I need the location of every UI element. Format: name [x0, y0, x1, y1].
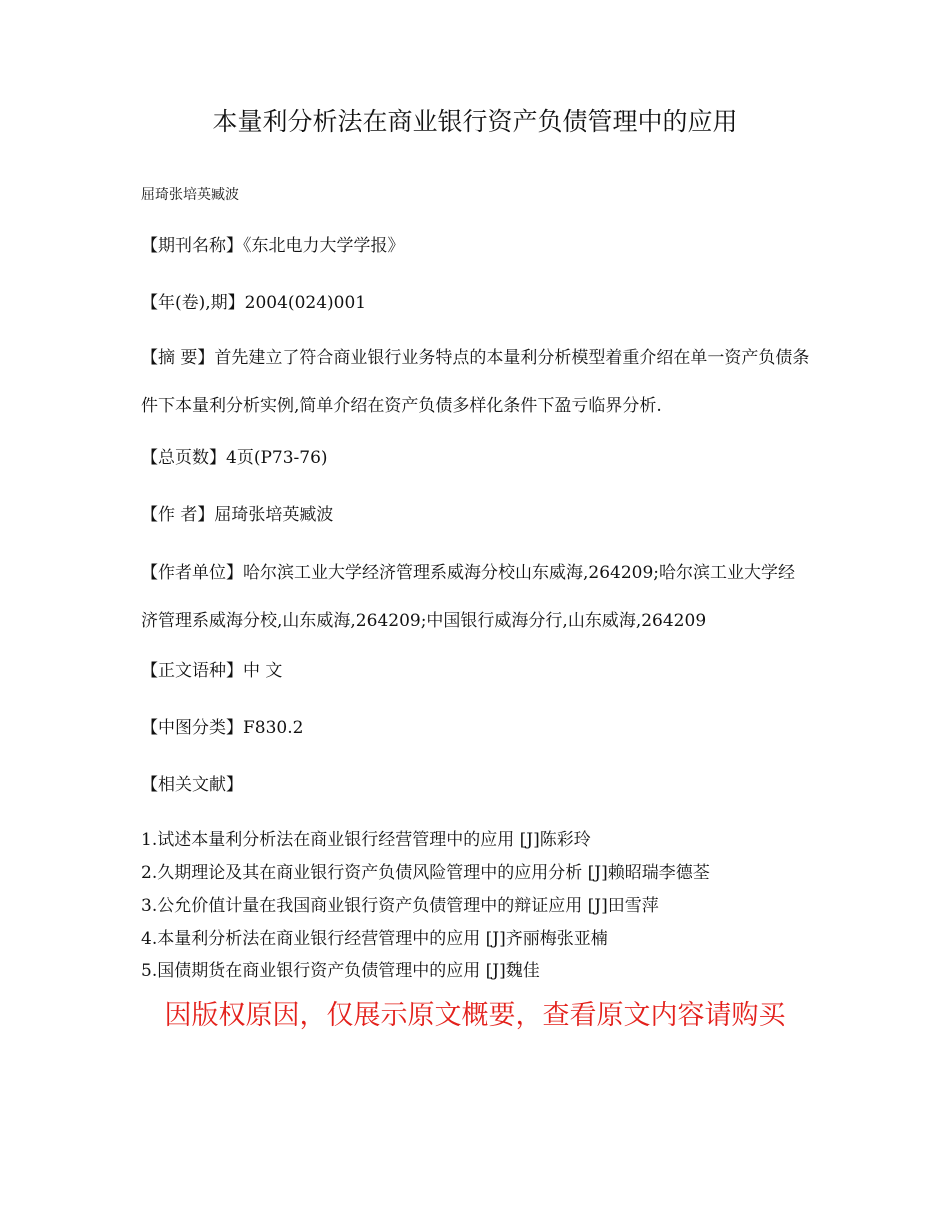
copyright-notice: 因版权原因，仅展示原文概要，查看原文内容请购买 [164, 1000, 786, 1031]
classification-field: 【中图分类】F830.2 [141, 718, 304, 738]
reference-item[interactable]: 3.公允价值计量在我国商业银行资产负债管理中的辩证应用 [J]田雪萍 [141, 896, 659, 916]
related-literature-header: 【相关文献】 [141, 775, 243, 795]
text-language-field: 【正文语种】中 文 [141, 661, 283, 681]
year-volume-issue-field: 【年(卷),期】2004(024)001 [141, 293, 367, 313]
author-field: 【作 者】屈琦张培英臧波 [141, 505, 334, 525]
reference-item[interactable]: 2.久期理论及其在商业银行资产负债风险管理中的应用分析 [J]赖昭瑞李德荃 [141, 863, 710, 883]
abstract-field: 【摘 要】首先建立了符合商业银行业务特点的本量利分析模型着重介绍在单一资产负债条件下本量利分析实例,简单介绍在资产负债多样化条件下盈亏临界分析. [141, 348, 810, 416]
reference-item[interactable]: 1.试述本量利分析法在商业银行经营管理中的应用 [J]陈彩玲 [141, 830, 591, 850]
authors-line: 屈琦张培英臧波 [141, 187, 239, 203]
reference-item[interactable]: 5.国债期货在商业银行资产负债管理中的应用 [J]魏佳 [141, 961, 540, 981]
reference-item[interactable]: 4.本量利分析法在商业银行经营管理中的应用 [J]齐丽梅张亚楠 [141, 929, 608, 949]
page-count-field: 【总页数】4页(P73-76) [141, 448, 328, 468]
journal-name-field: 【期刊名称】《东北电力大学学报》 [141, 236, 405, 256]
author-affiliation-field: 【作者单位】哈尔滨工业大学经济管理系威海分校山东威海,264209;哈尔滨工业大学经济管理系威海分校,山东威海,264209;中国银行威海分行,山东威海,264209 [141, 563, 796, 631]
document-title: 本量利分析法在商业银行资产负债管理中的应用 [212, 107, 738, 136]
